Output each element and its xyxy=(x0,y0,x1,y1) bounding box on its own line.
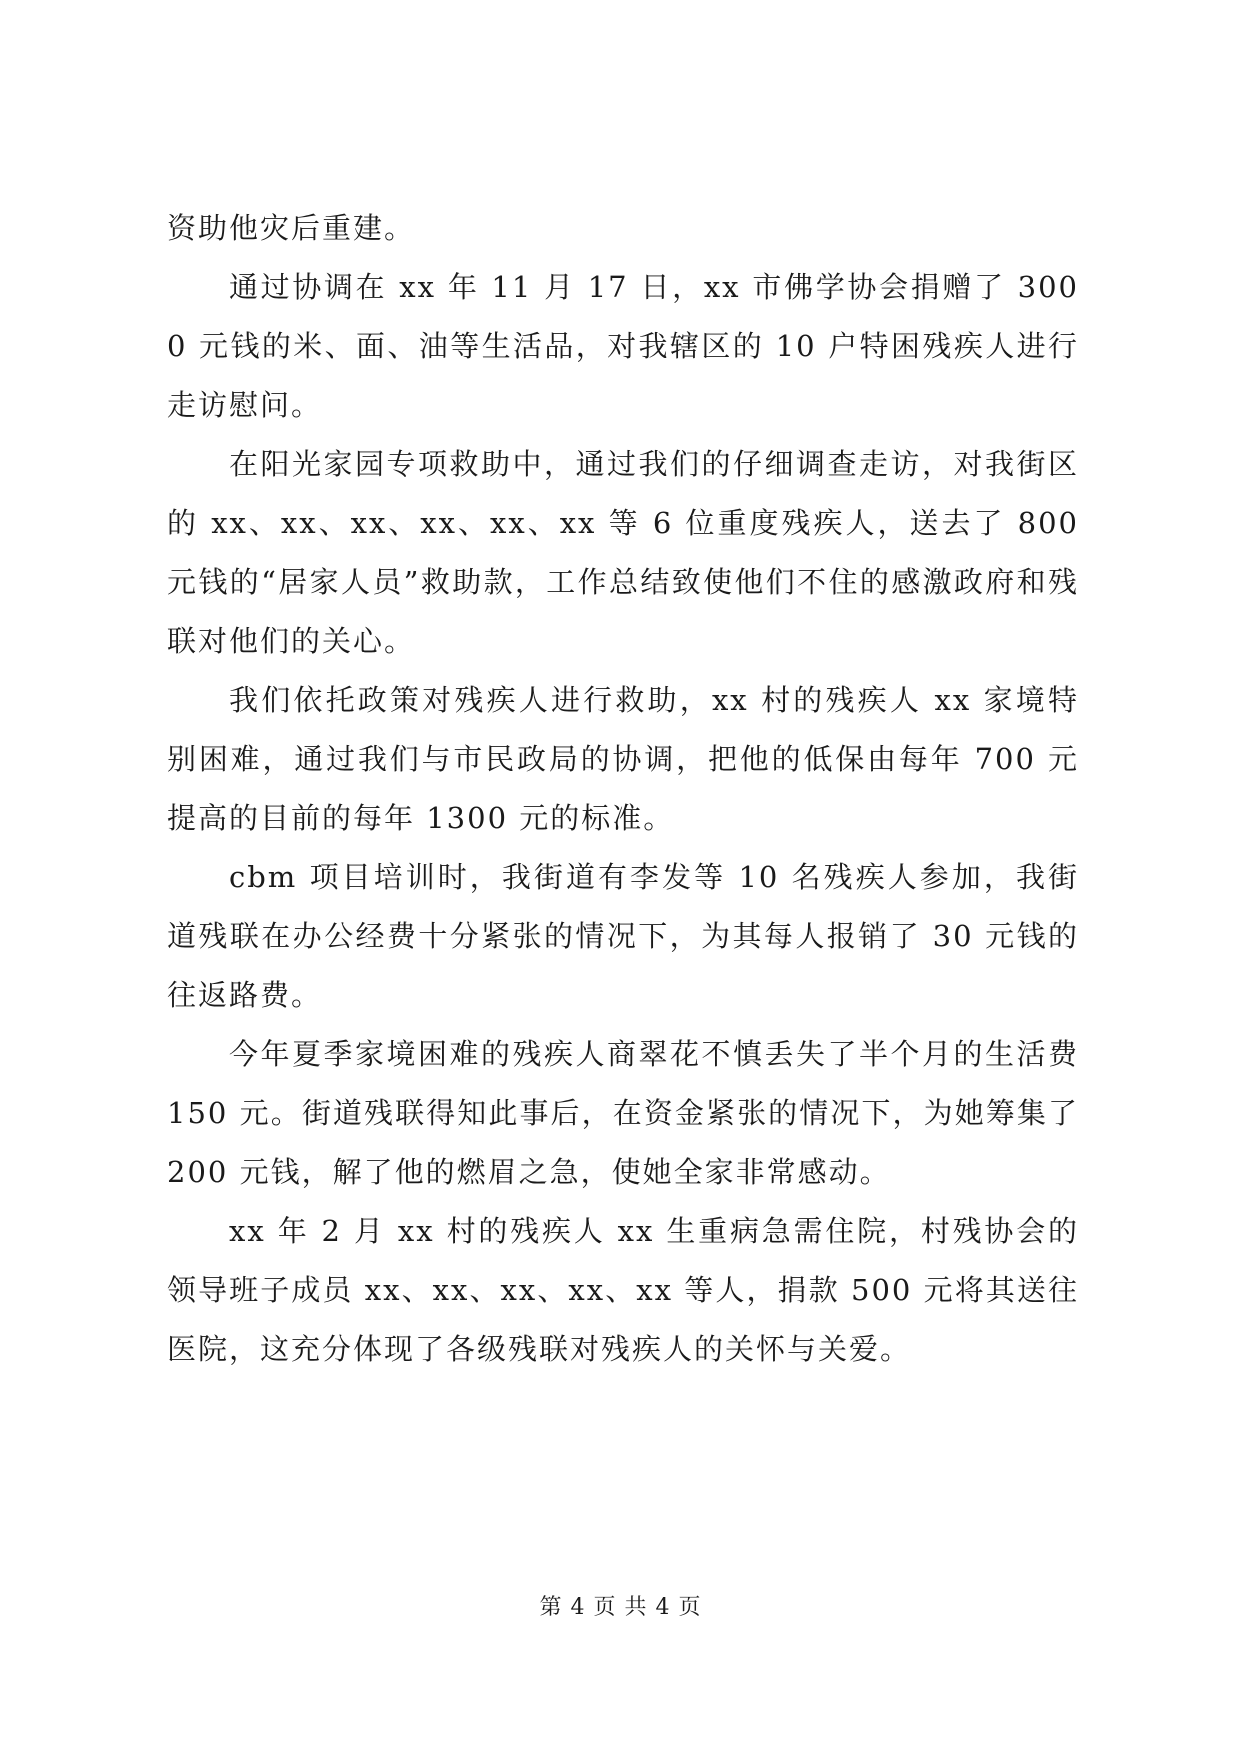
paragraph-summer-aid: 今年夏季家境困难的残疾人商翠花不慎丢失了半个月的生活费 150 元。街道残联得知此事后，在资金紧张的情况下，为她筹集了 200 元钱，解了他的燃眉之急，使她全家非常感动。 xyxy=(167,1037,1079,1189)
paragraph-donation: 通过协调在 xx 年 11 月 17 日，xx 市佛学协会捐赠了 3000 元钱的米、面、油等生活品，对我辖区的 10 户特困残疾人进行走访慰问。 xyxy=(167,270,1079,422)
paragraph-continued: 资助他灾后重建。 xyxy=(167,211,416,245)
document-body xyxy=(167,199,1079,1379)
paragraph-policy-aid: 我们依托政策对残疾人进行救助，xx 村的残疾人 xx 家境特别困难，通过我们与市民政局的协调，把他的低保由每年 700 元提高的目前的每年 1300 元的标准。 xyxy=(167,683,1079,835)
paragraph-sunshine-home: 在阳光家园专项救助中，通过我们的仔细调查走访，对我街区的 xx、xx、xx、xx、xx、xx 等 6 位重度残疾人，送去了 800 元钱的“居家人员”救助款，工作总结致使他们不住的感激政府和残联对他们的关心。 xyxy=(167,447,1079,658)
paragraph-cbm-training: cbm 项目培训时，我街道有李发等 10 名残疾人参加，我街道残联在办公经费十分紧张的情况下，为其每人报销了 30 元钱的往返路费。 xyxy=(167,860,1079,1012)
page-number-footer: 第 4 页 共 4 页 xyxy=(539,1595,702,1620)
paragraph-hospital-aid: xx 年 2 月 xx 村的残疾人 xx 生重病急需住院，村残协会的领导班子成员 xx、xx、xx、xx、xx 等人，捐款 500 元将其送往医院，这充分体现了各级残联对残疾人的关怀与关爱。 xyxy=(167,1214,1079,1366)
